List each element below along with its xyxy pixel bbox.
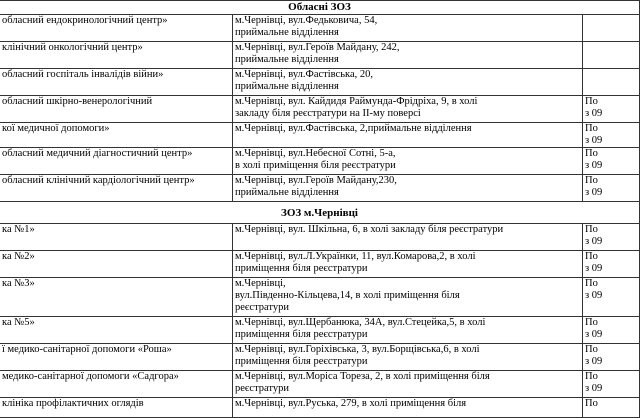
facility-address: м.Чернівці, вул.Моріса Тореза, 2, в холі приміщення біля реєстратури — [233, 371, 583, 398]
facility-address: м.Чернівці, вул.Південно-Кільцева,14, в холі приміщення біля реєстратури — [233, 278, 583, 317]
hours-cell: По з 09 — [583, 96, 640, 123]
hours-cell: По з 09 — [583, 371, 640, 398]
table-row — [0, 96, 640, 123]
hours-cell — [583, 42, 640, 69]
hours-cell: По з 09 — [583, 175, 640, 202]
facility-name: обласний клінічний кардіологічний центр» — [0, 175, 233, 202]
table-row — [0, 42, 640, 69]
facility-address: м.Чернівці, вул.Фастівська, 20, приймальне відділення — [233, 69, 583, 96]
table-row — [0, 69, 640, 96]
facility-address: м.Чернівці, вул.Горіхівська, 3, вул.Борщівська,6, в холі приміщення біля реєстратури — [233, 344, 583, 371]
facility-name: ка №1» — [0, 224, 233, 251]
facility-name: ї медико-санітарної допомоги «Роша» — [0, 344, 233, 371]
facility-name: обласний ендокринологічний центр» — [0, 15, 233, 42]
facility-address: м.Чернівці, вул.Федьковича, 54, приймальне відділення — [233, 15, 583, 42]
table-row — [0, 123, 640, 148]
facility-address: м.Чернівці, вул.Л.Українки, 11, вул.Комарова,2, в холі приміщення біля реєстратури — [233, 251, 583, 278]
section-header-row — [0, 1, 640, 15]
table-row — [0, 371, 640, 398]
hours-cell: По з 09 — [583, 224, 640, 251]
section-title: Обласні ЗОЗ — [0, 1, 640, 15]
facility-address: м.Чернівці, вул.Героїв Майдану,230, приймальне відділення — [233, 175, 583, 202]
hours-cell: По з 09 — [583, 317, 640, 344]
facility-address: м.Чернівці, вул.Фастівська, 2,приймальне відділення — [233, 123, 583, 148]
table-row — [0, 317, 640, 344]
table-row — [0, 15, 640, 42]
facility-name: ка №3» — [0, 278, 233, 317]
hours-cell: По — [583, 398, 640, 418]
table-row — [0, 278, 640, 317]
table-row — [0, 398, 640, 418]
facility-name: медико-санітарної допомоги «Садгора» — [0, 371, 233, 398]
table-row — [0, 251, 640, 278]
facility-name: обласний медичний діагностичний центр» — [0, 148, 233, 175]
hours-cell: По з 09 — [583, 278, 640, 317]
facility-name: ка №5» — [0, 317, 233, 344]
facility-address: м.Чернівці, вул. Шкільна, 6, в холі закладу біля реєстратури — [233, 224, 583, 251]
facility-address: м.Чернівці, вул.Щербанюка, 34А, вул.Стецейка,5, в холі приміщення біля реєстратури — [233, 317, 583, 344]
hours-cell: По з 09 — [583, 251, 640, 278]
facility-name: обласний шкірно-венерологічний — [0, 96, 233, 123]
section-header-row — [0, 202, 640, 224]
table-row — [0, 148, 640, 175]
hours-cell: По з 09 — [583, 148, 640, 175]
hours-cell — [583, 15, 640, 42]
facility-name: клініка профілактичних оглядів — [0, 398, 233, 418]
hours-cell: По з 09 — [583, 344, 640, 371]
facility-name: обласний госпіталь інвалідів війни» — [0, 69, 233, 96]
facility-address: м.Чернівці, вул.Героїв Майдану, 242, приймальне відділення — [233, 42, 583, 69]
facility-address: м.Чернівці, вул.Небесної Сотні, 5-а, в холі приміщення біля реєстратури — [233, 148, 583, 175]
facility-name: ка №2» — [0, 251, 233, 278]
section-title: ЗОЗ м.Чернівці — [0, 202, 640, 224]
facility-address: м.Чернівці, вул. Кайдидя Раймунда-Фрідріха, 9, в холі закладу біля реєстратури на ІІ-му поверсі — [233, 96, 583, 123]
facility-address: м.Чернівці, вул.Руська, 279, в холі приміщення біля — [233, 398, 583, 418]
facility-name: кої медичної допомоги» — [0, 123, 233, 148]
hours-cell — [583, 69, 640, 96]
facility-name: клінічний онкологічний центр» — [0, 42, 233, 69]
table-row — [0, 344, 640, 371]
hours-cell: По з 09 — [583, 123, 640, 148]
table-row — [0, 175, 640, 202]
table-row — [0, 224, 640, 251]
